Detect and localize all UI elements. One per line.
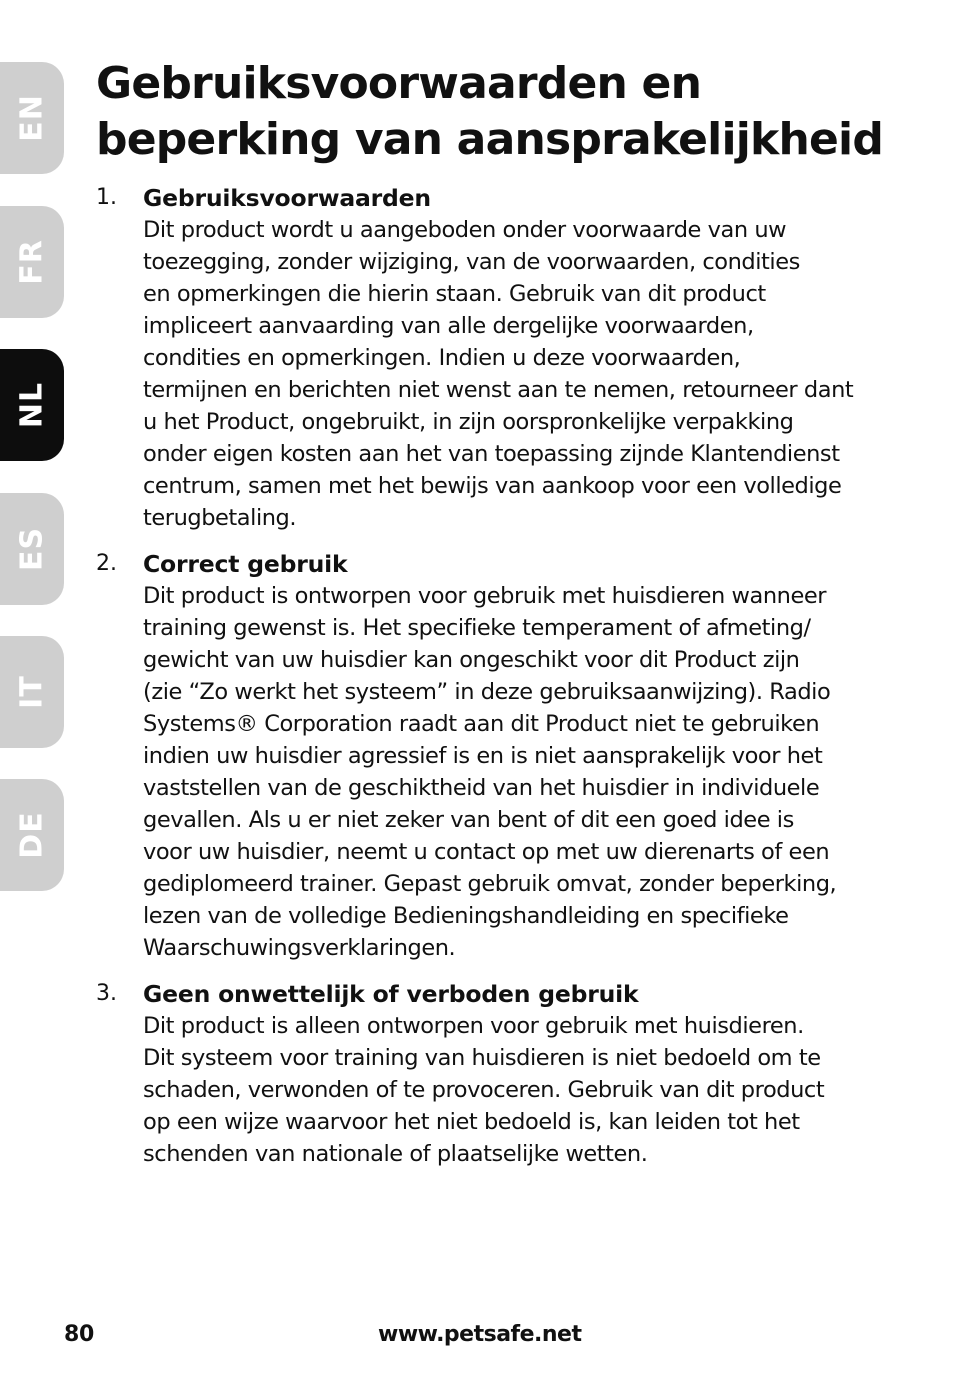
language-tab-label: EN — [14, 94, 50, 142]
language-tab-label: DE — [14, 811, 50, 859]
section-number: 3. — [96, 981, 117, 1006]
section-heading: Gebruiksvoorwaarden — [143, 184, 431, 212]
terms-list — [96, 182, 896, 1184]
page-title: Gebruiksvoorwaarden en beperking van aansprakelijkheid — [96, 58, 884, 165]
language-tab-nl[interactable] — [0, 349, 64, 461]
language-tab-label: NL — [14, 381, 50, 429]
terms-section — [96, 978, 896, 1170]
section-number: 2. — [96, 551, 117, 576]
section-text: Dit product is ontworpen voor gebruik met huisdieren wanneer training gewenst is. Het specifieke temperament of afmeting/ gewicht van uw huisdier kan ongeschikt voor dit Product zijn (zie “Zo werkt het systeem” in deze gebruiksaanwijzing). Radio Systems® Corporation raadt aan dit Product niet te gebruiken indien uw huisdier agressief is en is niet aansprakelijk voor het vaststellen van de geschiktheid van het huisdier in individuele gevallen. Als u er niet zeker van bent of dit een goed idee is voor uw huisdier, neemt u contact op met uw dierenarts of een gediplomeerd trainer. Gepast gebruik omvat, zonder beperking, lezen van de volledige Bedieningshandleiding en specifieke Waarschuwingsverklaringen. — [143, 583, 837, 961]
section-text: Dit product wordt u aangeboden onder voorwaarde van uw toezegging, zonder wijziging, van de voorwaarden, condities en opmerkingen die hierin staan. Gebruik van dit product impliceert aanvaarding van alle dergelijke voorwaarden, condities en opmerkingen. Indien u deze voorwaarden, termijnen en berichten niet wenst aan te nemen, retourneer dant u het Product, ongebruikt, in zijn oorspronkelijke verpakking onder eigen kosten aan het van toepassing zijnde Klantendienst centrum, samen met het bewijs van aankoop voor een volledige terugbetaling. — [143, 217, 854, 531]
section-heading: Geen onwettelijk of verboden gebruik — [143, 980, 639, 1008]
page-number: 80 — [64, 1322, 95, 1347]
terms-section — [96, 182, 896, 534]
website-link[interactable]: www.petsafe.net — [378, 1322, 582, 1347]
language-tab-de[interactable] — [0, 779, 64, 891]
language-tab-fr[interactable] — [0, 206, 64, 318]
section-number: 1. — [96, 185, 117, 210]
language-tab-es[interactable] — [0, 493, 64, 605]
section-text: Dit product is alleen ontworpen voor gebruik met huisdieren. Dit systeem voor training van huisdieren is niet bedoeld om te schaden, verwonden of te provoceren. Gebruik van dit product op een wijze waarvoor het niet bedoeld is, kan leiden tot het schenden van nationale of plaatselijke wetten. — [143, 1013, 825, 1167]
terms-section — [96, 548, 896, 964]
language-tab-label: FR — [14, 239, 50, 285]
language-tab-label: ES — [14, 526, 50, 572]
section-heading: Correct gebruik — [143, 550, 348, 578]
language-tab-label: IT — [14, 675, 50, 709]
language-tab-it[interactable] — [0, 636, 64, 748]
language-tab-en[interactable] — [0, 62, 64, 174]
